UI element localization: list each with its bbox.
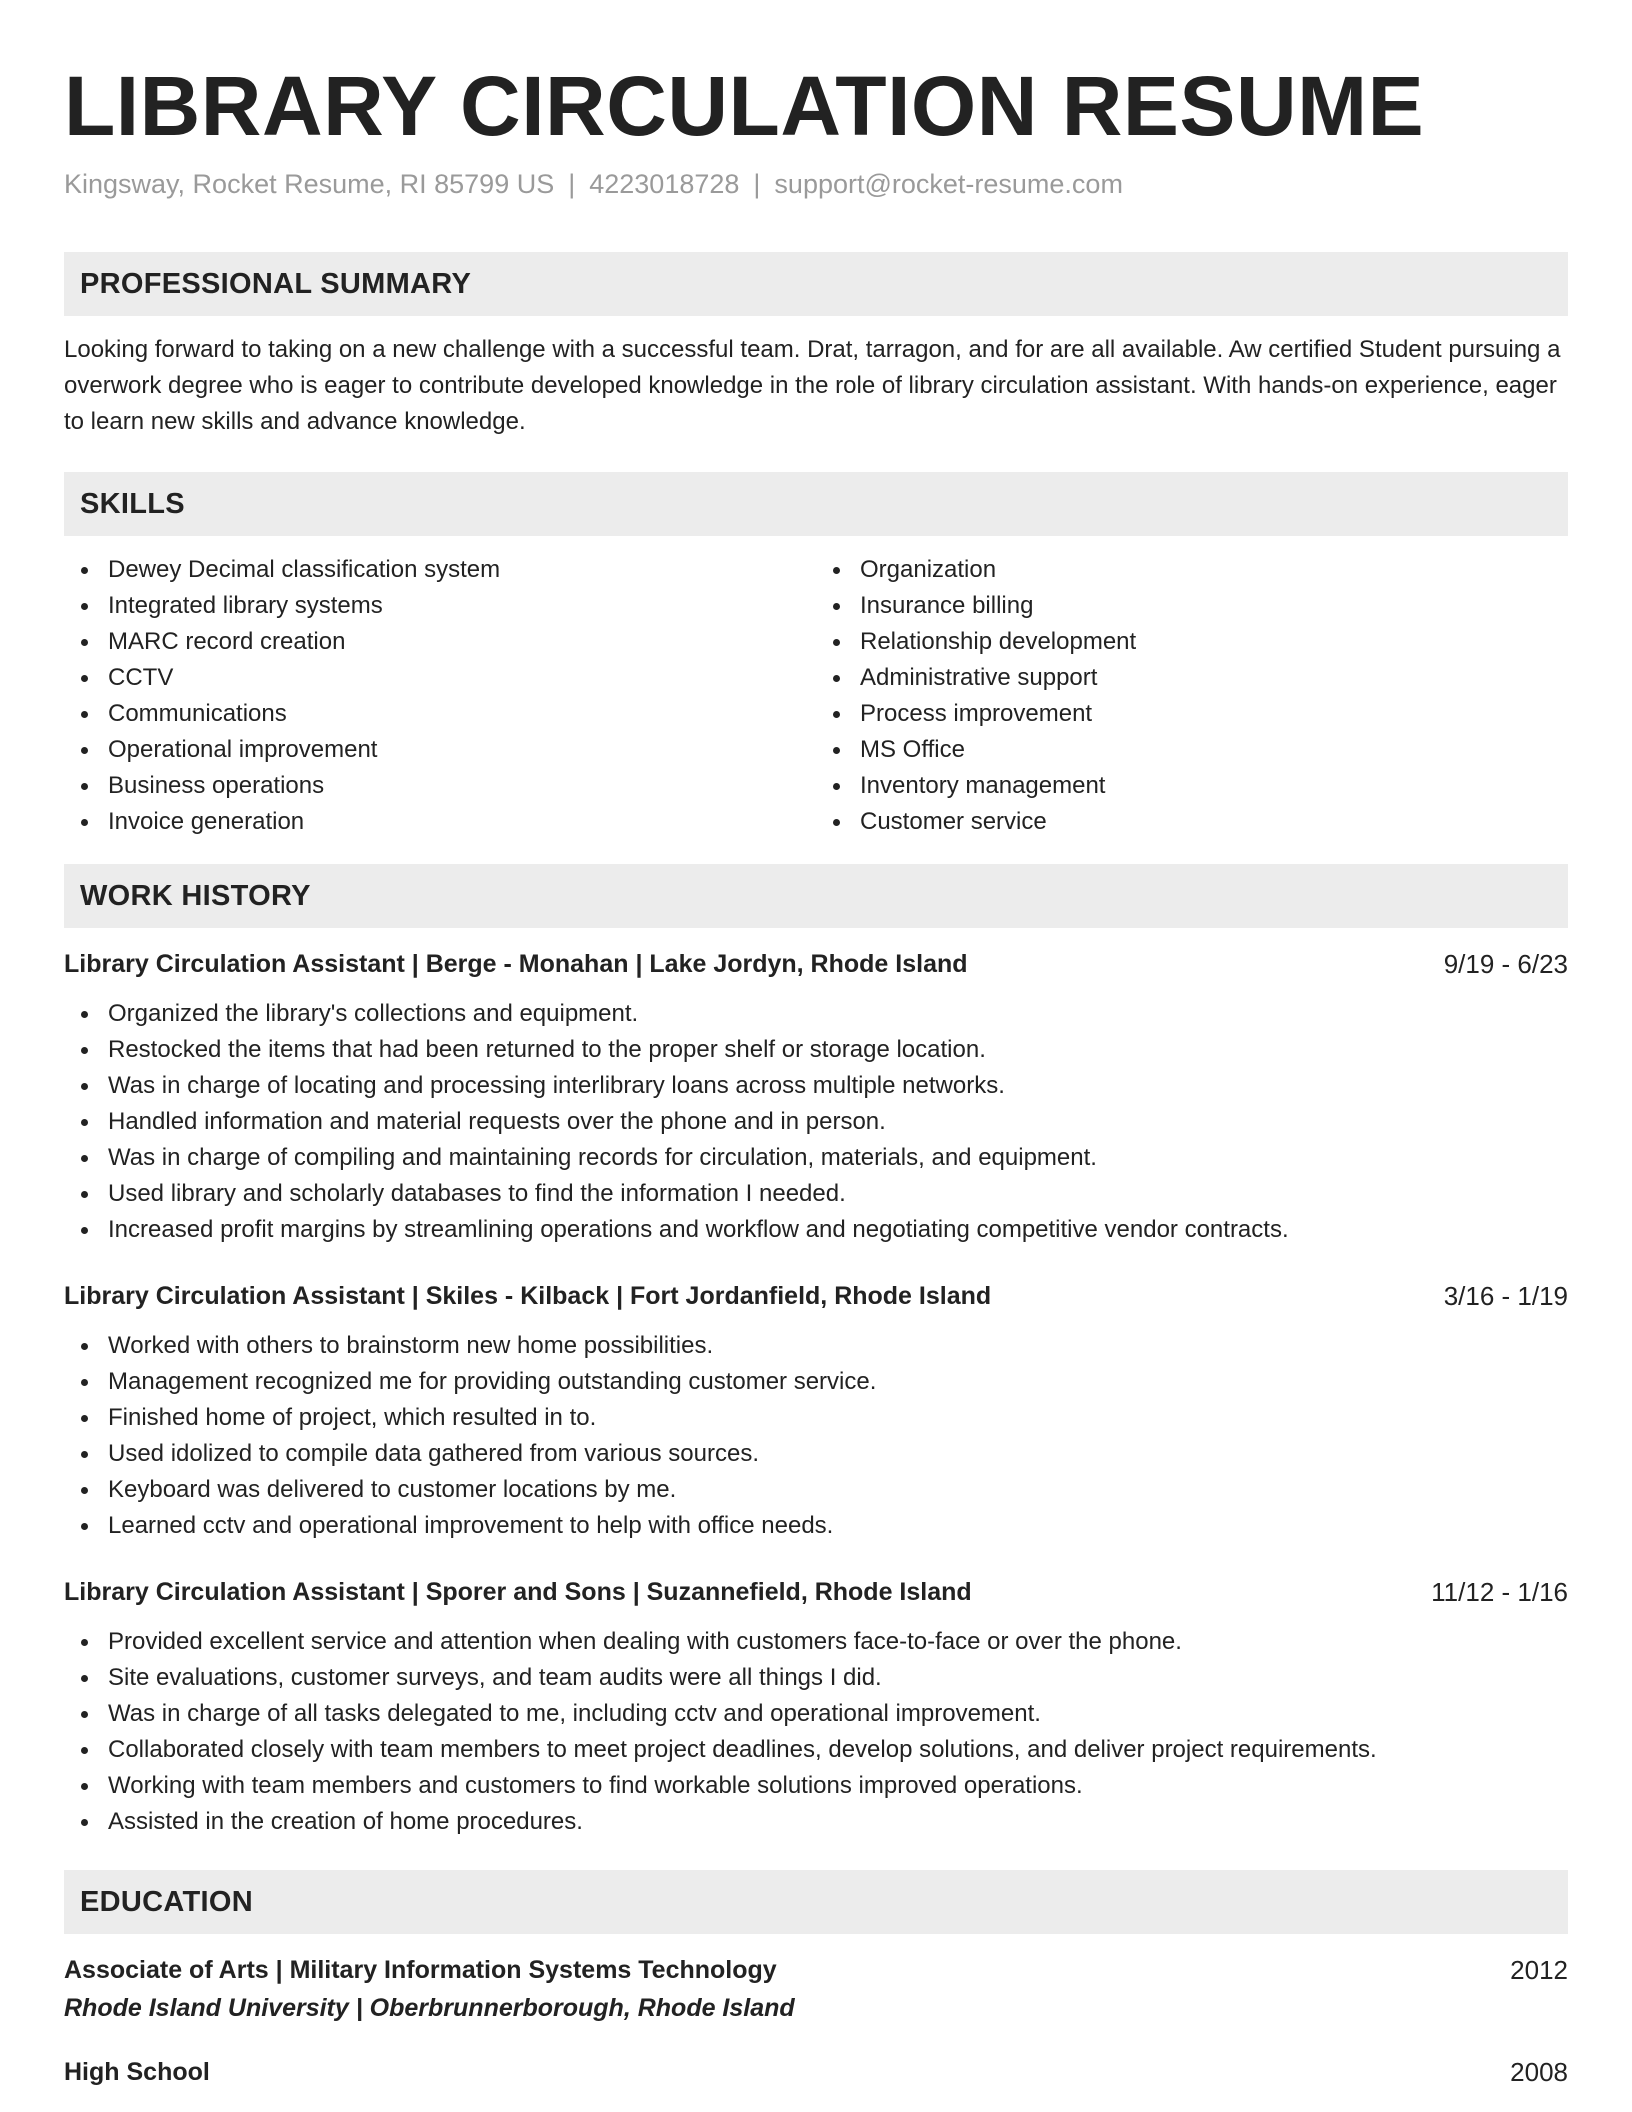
section-header-education: EDUCATION: [64, 1870, 1568, 1934]
skill-item: Communications: [64, 696, 816, 732]
skills-list-left: [64, 552, 816, 840]
job-bullet: Organized the library's collections and equipment.: [64, 996, 1568, 1032]
skills-columns: [64, 552, 1568, 840]
skill-item: Inventory management: [816, 768, 1568, 804]
skill-item: MARC record creation: [64, 624, 816, 660]
contact-address: Kingsway, Rocket Resume, RI 85799 US: [64, 169, 555, 199]
skill-item: Customer service: [816, 804, 1568, 840]
job-title: Library Circulation Assistant | Skiles - Kilback | Fort Jordanfield, Rhode Island: [64, 1282, 992, 1310]
job-title: Library Circulation Assistant | Berge - Monahan | Lake Jordyn, Rhode Island: [64, 950, 968, 978]
skill-item: Organization: [816, 552, 1568, 588]
education-degree: High School: [64, 2058, 210, 2086]
skill-item: Operational improvement: [64, 732, 816, 768]
education-entry: [64, 1952, 1568, 2028]
job-bullet: Collaborated closely with team members to meet project deadlines, develop solutions, and deliver project requirements.: [64, 1732, 1568, 1768]
job-bullet: Keyboard was delivered to customer locations by me.: [64, 1472, 1568, 1508]
job-bullet: Working with team members and customers to find workable solutions improved operations.: [64, 1768, 1568, 1804]
education-year: 2008: [1510, 2057, 1568, 2087]
job-dates: 3/16 - 1/19: [1443, 1281, 1568, 1311]
skills-list-right: [816, 552, 1568, 840]
job-title: Library Circulation Assistant | Sporer and Sons | Suzannefield, Rhode Island: [64, 1578, 972, 1606]
skill-item: CCTV: [64, 660, 816, 696]
education-degree: Associate of Arts | Military Information Systems Technology: [64, 1956, 777, 1984]
job-bullet: Assisted in the creation of home procedures.: [64, 1804, 1568, 1840]
skill-item: Relationship development: [816, 624, 1568, 660]
job-entry: [64, 1278, 1568, 1544]
resume-title: LIBRARY CIRCULATION RESUME: [64, 59, 1425, 153]
section-header-work-history: WORK HISTORY: [64, 864, 1568, 928]
job-dates: 9/19 - 6/23: [1443, 949, 1568, 979]
skill-item: Process improvement: [816, 696, 1568, 732]
contact-email: support@rocket-resume.com: [774, 169, 1123, 199]
section-header-summary: PROFESSIONAL SUMMARY: [64, 252, 1568, 316]
summary-text: Looking forward to taking on a new challenge with a successful team. Drat, tarragon, and for are all available. Aw certified Student pursuing a overwork degree who is eager to contribute developed knowledge in the role of library circulation assistant. With hands-on experience, eager to learn new skills and advance knowledge.: [64, 336, 1561, 435]
job-bullet: Site evaluations, customer surveys, and team audits were all things I did.: [64, 1660, 1568, 1696]
job-bullet: Learned cctv and operational improvement to help with office needs.: [64, 1508, 1568, 1544]
job-bullet: Worked with others to brainstorm new home possibilities.: [64, 1328, 1568, 1364]
job-bullet: Management recognized me for providing outstanding customer service.: [64, 1364, 1568, 1400]
job-bullet: Handled information and material requests over the phone and in person.: [64, 1104, 1568, 1140]
job-bullet: Was in charge of compiling and maintaining records for circulation, materials, and equipment.: [64, 1140, 1568, 1176]
job-bullet: Used idolized to compile data gathered from various sources.: [64, 1436, 1568, 1472]
contact-separator: |: [753, 169, 761, 199]
job-bullets: [64, 1328, 1568, 1544]
section-header-skills: SKILLS: [64, 472, 1568, 536]
job-bullet: Provided excellent service and attention when dealing with customers face-to-face or over the phone.: [64, 1624, 1568, 1660]
job-header: [64, 946, 1568, 982]
education-header: [64, 2054, 1568, 2090]
job-bullet: Finished home of project, which resulted in to.: [64, 1400, 1568, 1436]
skill-item: Integrated library systems: [64, 588, 816, 624]
job-header: [64, 1574, 1568, 1610]
skill-item: Dewey Decimal classification system: [64, 552, 816, 588]
education-entry: [64, 2054, 1568, 2090]
job-bullets: [64, 1624, 1568, 1840]
job-dates: 11/12 - 1/16: [1431, 1577, 1568, 1607]
job-header: [64, 1278, 1568, 1314]
contact-line: [64, 166, 1568, 202]
skill-item: Insurance billing: [816, 588, 1568, 624]
job-entry: [64, 946, 1568, 1248]
job-bullets: [64, 996, 1568, 1248]
contact-phone: 4223018728: [589, 169, 740, 199]
skill-item: MS Office: [816, 732, 1568, 768]
job-bullet: Was in charge of locating and processing interlibrary loans across multiple networks.: [64, 1068, 1568, 1104]
job-bullet: Used library and scholarly databases to find the information I needed.: [64, 1176, 1568, 1212]
education-header: [64, 1952, 1568, 1988]
skill-item: Business operations: [64, 768, 816, 804]
job-bullet: Restocked the items that had been returned to the proper shelf or storage location.: [64, 1032, 1568, 1068]
job-entry: [64, 1574, 1568, 1840]
education-school: Rhode Island University | Oberbrunnerborough, Rhode Island: [64, 1994, 795, 2022]
skill-item: Invoice generation: [64, 804, 816, 840]
skill-item: Administrative support: [816, 660, 1568, 696]
job-bullet: Was in charge of all tasks delegated to me, including cctv and operational improvement.: [64, 1696, 1568, 1732]
education-year: 2012: [1510, 1955, 1568, 1985]
contact-separator: |: [568, 169, 576, 199]
job-bullet: Increased profit margins by streamlining operations and workflow and negotiating competitive vendor contracts.: [64, 1212, 1568, 1248]
